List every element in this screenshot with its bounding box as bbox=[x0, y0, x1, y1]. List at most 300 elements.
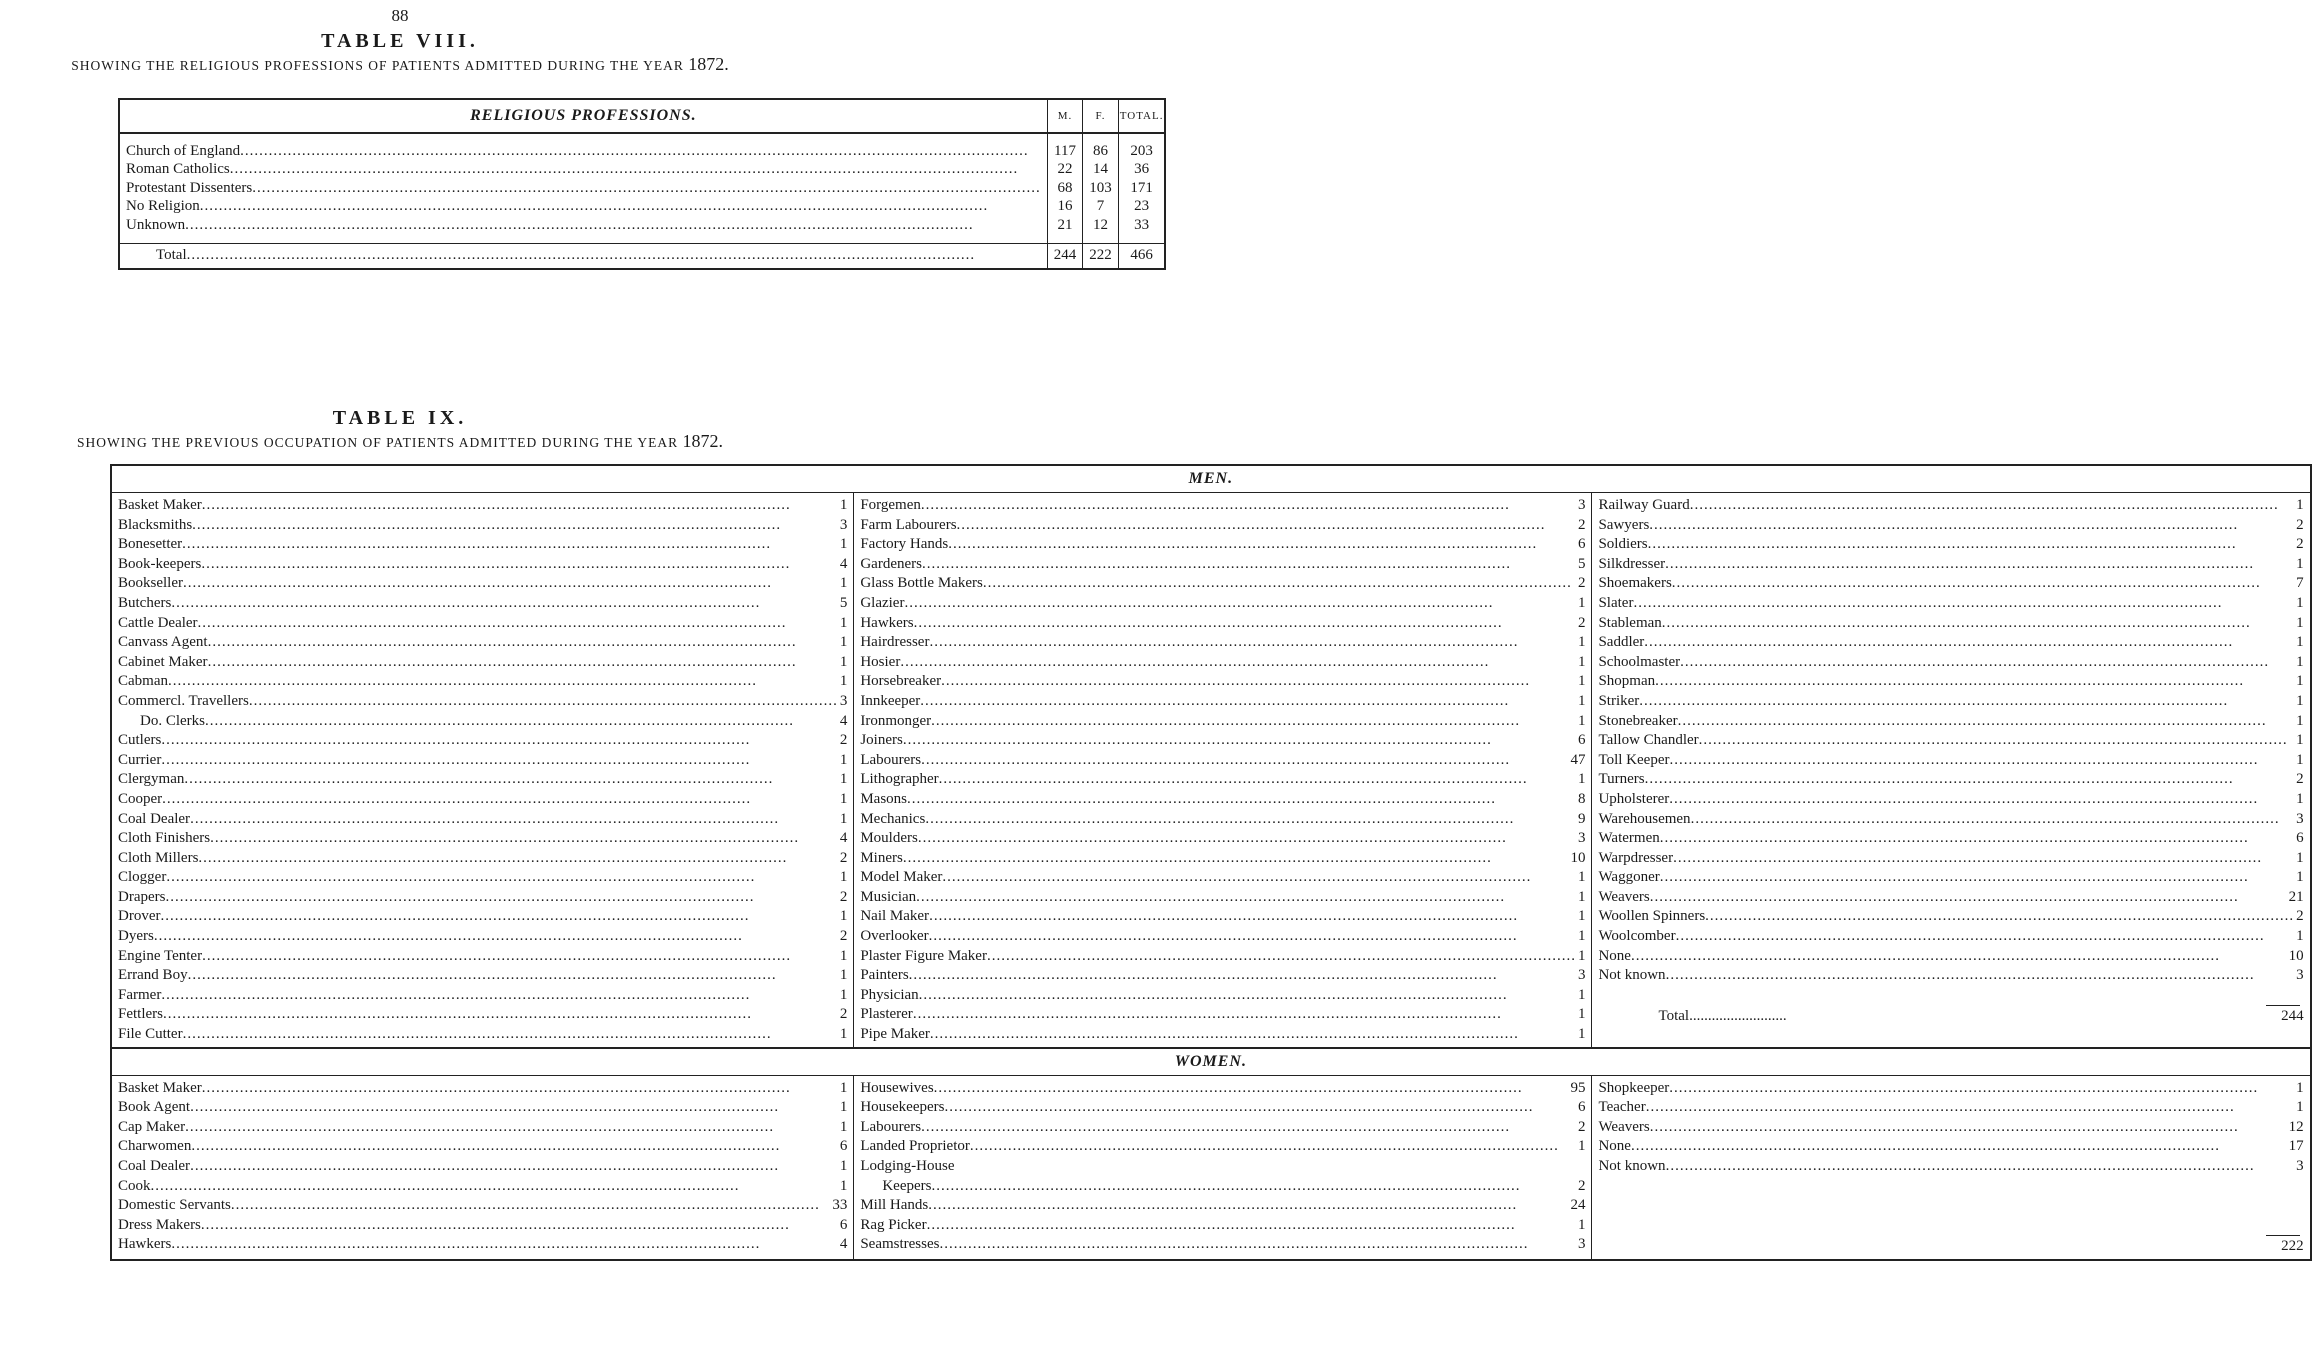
occupation-entry bbox=[1598, 1098, 2303, 1118]
occupation-entry bbox=[1598, 712, 2303, 732]
occupation-entry bbox=[860, 770, 1585, 790]
table8-year: 1872. bbox=[688, 54, 729, 74]
occupation-count: 1 bbox=[1577, 692, 1586, 709]
dots bbox=[903, 731, 1576, 751]
occupation-name: Cutlers bbox=[118, 732, 162, 749]
occupation-entry bbox=[1598, 731, 2303, 751]
table8-subtitle bbox=[10, 55, 790, 75]
occupation-entry bbox=[118, 1025, 847, 1045]
occupation-entry bbox=[860, 594, 1585, 614]
dots bbox=[160, 907, 837, 927]
occupation-count: 1 bbox=[1577, 594, 1586, 611]
occupation-count: 1 bbox=[2296, 712, 2304, 729]
women-total-row bbox=[1598, 1235, 2303, 1257]
occupation-name: None bbox=[1598, 947, 1631, 964]
occupation-name: Weavers bbox=[1598, 1118, 1650, 1135]
occupation-name: Soldiers bbox=[1598, 536, 1648, 553]
total-row bbox=[119, 243, 1165, 269]
occupation-count: 1 bbox=[839, 634, 848, 651]
occupation-name: Errand Boy bbox=[118, 967, 188, 984]
occupation-count: 2 bbox=[1577, 1118, 1586, 1135]
occupation-entry bbox=[1598, 810, 2303, 830]
occupation-count: 1 bbox=[839, 1177, 848, 1194]
dots bbox=[1650, 888, 2287, 908]
occupation-count: 1 bbox=[2296, 497, 2304, 513]
occupation-entry bbox=[1598, 790, 2303, 810]
occupation-entry bbox=[860, 653, 1585, 673]
women-column-2 bbox=[860, 1079, 1585, 1255]
men-column-2 bbox=[860, 496, 1585, 1045]
dots bbox=[161, 986, 838, 1006]
occupation-count: 1 bbox=[1577, 928, 1586, 945]
occupation-entry bbox=[860, 516, 1585, 536]
occupation-count: 1 bbox=[839, 751, 848, 768]
religion-label-cell bbox=[119, 179, 1047, 198]
occupation-entry bbox=[1598, 1118, 2303, 1138]
occupation-entry bbox=[118, 810, 847, 830]
male-count: 244 bbox=[1047, 243, 1083, 269]
occupation-count: 1 bbox=[839, 497, 848, 513]
occupation-count: 1 bbox=[839, 986, 848, 1003]
dots bbox=[187, 247, 1041, 264]
dots bbox=[198, 614, 838, 634]
occupation-name: Commercl. Travellers bbox=[118, 692, 249, 709]
occupation-name: Book Agent bbox=[118, 1099, 191, 1116]
dots bbox=[1680, 653, 2294, 673]
spacer-cell bbox=[1047, 133, 1083, 142]
occupation-count: 6 bbox=[1577, 1099, 1586, 1116]
occupation-entry bbox=[118, 1137, 847, 1157]
occupation-entry bbox=[1598, 633, 2303, 653]
occupation-name: Horsebreaker bbox=[860, 673, 942, 690]
female-count: 14 bbox=[1083, 161, 1119, 180]
occupation-count: 1 bbox=[839, 908, 848, 925]
occupation-entry bbox=[118, 633, 847, 653]
occupation-count: 6 bbox=[1577, 732, 1586, 749]
table9-title: TABLE IX. bbox=[332, 407, 468, 429]
men-column-1 bbox=[118, 496, 847, 1045]
occupation-count: 2 bbox=[2296, 536, 2304, 553]
dots bbox=[1646, 1098, 2294, 1118]
occupation-count: 4 bbox=[839, 555, 848, 572]
dots bbox=[1655, 672, 2294, 692]
occupation-count: 3 bbox=[1577, 830, 1586, 847]
occupation-name: Model Maker bbox=[860, 869, 943, 886]
total-rule bbox=[2266, 1005, 2300, 1006]
occupation-count: 21 bbox=[2288, 888, 2304, 905]
occupation-entry bbox=[118, 1235, 847, 1255]
dots bbox=[928, 1196, 1568, 1216]
occupation-entry bbox=[860, 633, 1585, 653]
dots bbox=[192, 516, 838, 536]
dots bbox=[941, 672, 1576, 692]
occupation-name: Cabman bbox=[118, 673, 168, 690]
total-count: 36 bbox=[1118, 161, 1165, 180]
occupation-name: Ironmonger bbox=[860, 712, 932, 729]
occupations-table bbox=[110, 464, 2312, 1261]
occupation-name: Warehousemen bbox=[1598, 810, 1691, 827]
dots bbox=[916, 888, 1576, 908]
total-count: 171 bbox=[1118, 179, 1165, 198]
occupation-name: Saddler bbox=[1598, 634, 1645, 651]
occupation-entry bbox=[1598, 653, 2303, 673]
page-number: 88 bbox=[391, 6, 409, 25]
occupation-name: Basket Maker bbox=[118, 497, 202, 513]
occupation-name: Hawkers bbox=[118, 1236, 172, 1253]
occupation-name: Domestic Servants bbox=[118, 1197, 231, 1214]
religion-name: Total bbox=[156, 247, 187, 263]
occupation-count: 1 bbox=[2296, 751, 2304, 768]
occupation-count: 1 bbox=[2296, 673, 2304, 690]
occupation-name: Lodging-House bbox=[860, 1158, 955, 1174]
religion-label bbox=[126, 217, 1041, 234]
occupation-count: 1 bbox=[1577, 947, 1586, 964]
occupation-count: 3 bbox=[839, 692, 848, 709]
occupation-count: 6 bbox=[2296, 830, 2304, 847]
occupation-name: Housewives bbox=[860, 1079, 934, 1096]
occupation-name: Charwomen bbox=[118, 1138, 192, 1155]
dots bbox=[1690, 496, 2294, 516]
occupation-name: Cooper bbox=[118, 790, 163, 807]
dots bbox=[1666, 1157, 2295, 1177]
dots bbox=[1648, 535, 2295, 555]
occupation-entry bbox=[860, 849, 1585, 869]
dots bbox=[1660, 868, 2294, 888]
religious-professions-table bbox=[118, 98, 1166, 270]
occupation-entry bbox=[1598, 907, 2303, 927]
occupation-name: Factory Hands bbox=[860, 536, 949, 553]
occupation-entry bbox=[860, 1005, 1585, 1025]
occupation-count: 3 bbox=[2296, 1158, 2304, 1174]
dots bbox=[900, 653, 1576, 673]
occupation-entry bbox=[860, 810, 1585, 830]
dots bbox=[200, 198, 1041, 215]
religion-label bbox=[126, 180, 1041, 197]
dots bbox=[921, 751, 1568, 771]
dots bbox=[1676, 927, 2295, 947]
dots bbox=[1660, 829, 2294, 849]
occupation-entry bbox=[118, 1079, 847, 1099]
male-header: M. bbox=[1047, 99, 1083, 133]
dots bbox=[1691, 810, 2295, 830]
occupation-count: 6 bbox=[839, 1216, 848, 1233]
dots bbox=[931, 1177, 1576, 1197]
occupation-count: 1 bbox=[2296, 928, 2304, 945]
occupation-name: Glass Bottle Makers bbox=[860, 575, 983, 592]
occupation-count: 6 bbox=[839, 1138, 848, 1155]
occupation-entry bbox=[860, 1079, 1585, 1099]
occupation-name: Cloth Finishers bbox=[118, 830, 211, 847]
dots bbox=[970, 1137, 1576, 1157]
occupation-count: 4 bbox=[839, 712, 848, 729]
dots bbox=[183, 1025, 838, 1045]
occupation-entry bbox=[118, 555, 847, 575]
occupation-entry bbox=[1598, 496, 2303, 516]
occupation-count bbox=[1583, 1157, 1585, 1177]
occupation-entry bbox=[118, 1098, 847, 1118]
occupation-count: 2 bbox=[2296, 908, 2304, 925]
dots bbox=[939, 1235, 1575, 1255]
dots bbox=[944, 1098, 1576, 1118]
occupation-count: 1 bbox=[2296, 1099, 2304, 1116]
dots bbox=[230, 161, 1041, 178]
occupation-name: Innkeeper bbox=[860, 692, 921, 709]
table8-subtitle-text: SHOWING THE RELIGIOUS PROFESSIONS OF PATIENTS ADMITTED DURING THE YEAR bbox=[71, 58, 684, 73]
occupation-entry bbox=[118, 731, 847, 751]
occupation-name: Rag Picker bbox=[860, 1216, 927, 1233]
occupation-name: Not known bbox=[1598, 967, 1666, 984]
dots bbox=[163, 1005, 838, 1025]
occupation-count: 2 bbox=[2296, 771, 2304, 788]
dots bbox=[201, 1216, 838, 1236]
dots bbox=[927, 1216, 1576, 1236]
occupation-entry bbox=[1598, 770, 2303, 790]
occupation-entry bbox=[1598, 574, 2303, 594]
occupation-name: Forgemen bbox=[860, 497, 921, 513]
dots bbox=[249, 692, 838, 712]
religion-name: Roman Catholics bbox=[126, 161, 230, 178]
dots bbox=[201, 555, 838, 575]
occupation-name: Drapers bbox=[118, 888, 166, 905]
occupation-name: Hairdresser bbox=[860, 634, 930, 651]
occupation-count: 1 bbox=[839, 967, 848, 984]
occupation-count: 2 bbox=[839, 928, 848, 945]
occupation-name: Farm Labourers bbox=[860, 516, 957, 533]
occupation-name: Striker bbox=[1598, 692, 1640, 709]
occupation-name: Schoolmaster bbox=[1598, 653, 1681, 670]
occupation-entry bbox=[118, 614, 847, 634]
occupation-name: Canvass Agent bbox=[118, 634, 208, 651]
men-heading: MEN. bbox=[111, 465, 2311, 493]
dots bbox=[921, 496, 1576, 516]
occupation-count: 2 bbox=[839, 888, 848, 905]
occupation-name: Physician bbox=[860, 986, 919, 1003]
dots bbox=[921, 1118, 1576, 1138]
occupation-count: 3 bbox=[1577, 1236, 1586, 1253]
occupation-name: Butchers bbox=[118, 594, 172, 611]
female-count: 86 bbox=[1083, 142, 1119, 161]
dots bbox=[930, 1025, 1576, 1045]
occupation-name: Warpdresser bbox=[1598, 849, 1674, 866]
dots bbox=[183, 574, 838, 594]
female-header: F. bbox=[1083, 99, 1119, 133]
dots bbox=[913, 1005, 1576, 1025]
occupation-entry bbox=[118, 574, 847, 594]
occupation-count: 1 bbox=[839, 1118, 848, 1135]
dots bbox=[918, 829, 1576, 849]
dots bbox=[202, 496, 838, 516]
men-total-value: 244 bbox=[2281, 1008, 2304, 1025]
occupation-entry bbox=[860, 927, 1585, 947]
men-section bbox=[111, 493, 2311, 1048]
dots bbox=[1669, 1079, 2294, 1099]
occupation-count: 2 bbox=[2296, 516, 2304, 533]
occupation-count: 24 bbox=[1570, 1197, 1586, 1214]
occupation-entry bbox=[860, 947, 1585, 967]
dots bbox=[1633, 594, 2294, 614]
occupation-name: Not known bbox=[1598, 1158, 1666, 1174]
occupation-entry bbox=[118, 692, 847, 712]
table9-year: 1872. bbox=[682, 431, 724, 451]
dots bbox=[210, 829, 838, 849]
spacer-row bbox=[119, 133, 1165, 142]
occupation-entry bbox=[1598, 672, 2303, 692]
dots bbox=[191, 1137, 838, 1157]
dots bbox=[162, 790, 838, 810]
dots bbox=[1666, 966, 2295, 986]
occupation-count: 1 bbox=[1577, 712, 1586, 729]
occupation-count: 1 bbox=[839, 536, 848, 553]
occupation-count: 1 bbox=[839, 614, 848, 631]
occupation-name: Upholsterer bbox=[1598, 790, 1670, 807]
occupation-name: Railway Guard bbox=[1598, 497, 1690, 513]
occupation-count: 1 bbox=[1577, 1216, 1586, 1233]
occupation-name: Miners bbox=[860, 849, 903, 866]
occupation-name: Nail Maker bbox=[860, 908, 930, 925]
occupation-entry bbox=[1598, 535, 2303, 555]
occupation-name: Coal Dealer bbox=[118, 1158, 191, 1174]
dots bbox=[1645, 770, 2295, 790]
occupation-entry bbox=[118, 1196, 847, 1216]
total-count: 466 bbox=[1118, 243, 1165, 269]
occupation-name: Waggoner bbox=[1598, 869, 1660, 886]
occupation-name: Shopkeeper bbox=[1598, 1079, 1670, 1096]
occupation-name: None bbox=[1598, 1138, 1631, 1155]
occupation-count: 2 bbox=[839, 849, 848, 866]
religion-row bbox=[119, 216, 1165, 235]
occupation-name: Shopman bbox=[1598, 673, 1656, 690]
occupation-entry bbox=[860, 829, 1585, 849]
dots bbox=[1699, 731, 2295, 751]
dots bbox=[939, 770, 1576, 790]
occupation-name: Bonesetter bbox=[118, 536, 183, 553]
occupation-name: Dress Makers bbox=[118, 1216, 201, 1233]
occupation-count: 1 bbox=[1577, 634, 1586, 651]
occupation-count: 2 bbox=[1577, 1177, 1586, 1194]
male-count: 68 bbox=[1047, 179, 1083, 198]
occupation-name: Clergyman bbox=[118, 771, 185, 788]
men-total-label: Total bbox=[1658, 1008, 1690, 1025]
occupation-count: 2 bbox=[1577, 516, 1586, 533]
occupation-count: 1 bbox=[2296, 594, 2304, 611]
dots bbox=[1678, 712, 2295, 732]
women-column-3 bbox=[1598, 1079, 2303, 1177]
occupation-entry bbox=[118, 535, 847, 555]
occupation-entry bbox=[1598, 692, 2303, 712]
occupation-count: 1 bbox=[2296, 1079, 2304, 1096]
occupation-name: Cattle Dealer bbox=[118, 614, 198, 631]
total-rule bbox=[2266, 1235, 2300, 1236]
dots bbox=[182, 535, 838, 555]
spacer-cell bbox=[119, 235, 1047, 244]
occupation-entry bbox=[860, 731, 1585, 751]
occupation-count: 1 bbox=[1577, 771, 1586, 788]
occupation-count: 4 bbox=[839, 830, 848, 847]
occupation-entry bbox=[118, 496, 847, 516]
occupation-name: Mechanics bbox=[860, 810, 926, 827]
women-total-value: 222 bbox=[2281, 1238, 2304, 1255]
dots bbox=[166, 868, 838, 888]
religion-label-cell bbox=[119, 161, 1047, 180]
occupation-name: Joiners bbox=[860, 732, 903, 749]
dots bbox=[1669, 751, 2294, 771]
occupation-name: Drover bbox=[118, 908, 161, 925]
dots bbox=[957, 516, 1576, 536]
female-count: 103 bbox=[1083, 179, 1119, 198]
dots bbox=[925, 810, 1576, 830]
occupation-entry bbox=[118, 1177, 847, 1197]
occupation-count: 1 bbox=[1577, 888, 1586, 905]
occupation-entry bbox=[118, 672, 847, 692]
dots bbox=[151, 1177, 838, 1197]
occupation-name: Keepers bbox=[882, 1177, 932, 1194]
religion-row bbox=[119, 198, 1165, 217]
spacer-cell bbox=[1047, 235, 1083, 244]
occupation-name: Stableman bbox=[1598, 614, 1662, 631]
occupation-name: Plasterer bbox=[860, 1006, 913, 1023]
male-count: 16 bbox=[1047, 198, 1083, 217]
occupation-entry bbox=[1598, 888, 2303, 908]
dots bbox=[240, 143, 1041, 160]
occupation-entry bbox=[118, 966, 847, 986]
dots bbox=[934, 1079, 1569, 1099]
occupation-name: Woolcomber bbox=[1598, 928, 1676, 945]
occupation-count: 1 bbox=[839, 771, 848, 788]
occupation-name: Sawyers bbox=[1598, 516, 1650, 533]
religion-row bbox=[119, 179, 1165, 198]
dots bbox=[185, 1118, 838, 1138]
male-count: 22 bbox=[1047, 161, 1083, 180]
occupation-entry bbox=[1598, 1079, 2303, 1099]
occupation-count: 1 bbox=[839, 575, 848, 592]
occupation-count: 1 bbox=[2296, 869, 2304, 886]
religious-professions-header: RELIGIOUS PROFESSIONS. bbox=[119, 99, 1047, 133]
dots bbox=[1662, 614, 2294, 634]
occupation-count: 1 bbox=[839, 790, 848, 807]
dots bbox=[922, 555, 1576, 575]
dots bbox=[1631, 947, 2287, 967]
occupation-entry bbox=[1598, 966, 2303, 986]
dots bbox=[205, 712, 838, 732]
dots bbox=[1669, 790, 2294, 810]
occupation-count: 5 bbox=[839, 594, 848, 611]
dots bbox=[252, 180, 1041, 197]
occupation-entry bbox=[860, 574, 1585, 594]
occupation-entry bbox=[860, 1025, 1585, 1045]
religion-name: No Religion bbox=[126, 198, 200, 215]
occupation-entry bbox=[118, 1216, 847, 1236]
religion-name: Protestant Dissenters bbox=[126, 179, 253, 196]
occupation-count: 3 bbox=[2296, 967, 2304, 984]
occupation-entry bbox=[860, 1216, 1585, 1236]
occupation-name: File Cutter bbox=[118, 1026, 183, 1043]
occupation-entry bbox=[860, 966, 1585, 986]
dots bbox=[983, 574, 1576, 594]
occupation-count: 1 bbox=[1577, 869, 1586, 886]
dots bbox=[909, 966, 1576, 986]
occupation-entry bbox=[860, 712, 1585, 732]
religion-name: Church of England bbox=[126, 142, 241, 159]
occupation-count: 1 bbox=[839, 869, 848, 886]
total-count: 203 bbox=[1118, 142, 1165, 161]
men-column-3 bbox=[1598, 496, 2303, 986]
occupation-name: Fettlers bbox=[118, 1006, 163, 1023]
occupation-entry bbox=[860, 1098, 1585, 1118]
religious-professions-body bbox=[119, 133, 1165, 269]
religion-label-cell bbox=[119, 216, 1047, 235]
occupation-entry bbox=[1598, 927, 2303, 947]
occupation-entry bbox=[860, 692, 1585, 712]
